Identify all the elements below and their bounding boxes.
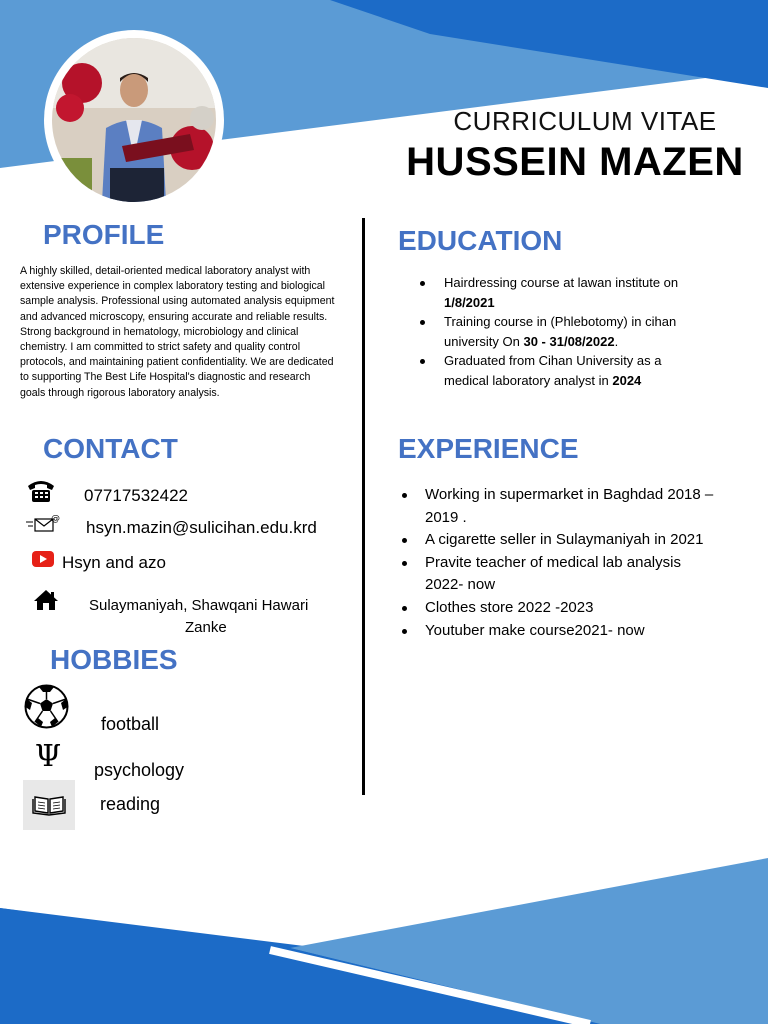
psi-icon — [33, 738, 63, 777]
experience-heading: EXPERIENCE — [398, 433, 579, 464]
education-list — [398, 273, 698, 390]
experience-item: Pravite teacher of medical lab analysis 2022- now — [398, 552, 718, 597]
experience-list — [398, 484, 718, 642]
profile-text: A highly skilled, detail-oriented medical laboratory analyst with extensive experience in complex laboratory testing and biological sample analysis. Professional using automated analysis equipment and advanced microscopy, ensuring accurate and reliable results. Strong background in hematology, microbiology and clinical chemistry. I am committed to strict safety and quality control protocols, and maintaining patient confidentiality. We are dedicated to supporting The Best Life Hospital's diagnostic and research goals through rigorous laboratory analysis. — [20, 265, 335, 399]
hobby-football: football — [101, 714, 160, 734]
hobby-reading: reading — [100, 794, 161, 814]
education-item: Training course in (Phlebotomy) in cihan university On 30 - 31/08/2022. — [398, 312, 698, 351]
avatar-frame — [44, 30, 224, 210]
education-item: Graduated from Cihan University as a medical laboratory analyst in 2024 — [398, 351, 698, 390]
address-line-2: Zanke — [185, 619, 227, 636]
phone-number: 07717532422 — [84, 486, 189, 505]
home-icon — [33, 589, 59, 616]
youtube-channel: Hsyn and azo — [62, 553, 166, 572]
experience-item: Working in supermarket in Baghdad 2018 – 2019 . — [398, 484, 718, 529]
profile-heading: PROFILE — [43, 219, 165, 250]
svg-text:Ψ: Ψ — [34, 739, 62, 772]
address-line-1: Sulaymaniyah, Shawqani Hawari — [89, 597, 309, 614]
person-name: HUSSEIN MAZEN — [406, 140, 744, 184]
svg-text:@: @ — [51, 514, 60, 524]
education-heading: EDUCATION — [398, 225, 563, 256]
experience-item: Youtuber make course2021- now — [398, 620, 718, 643]
phone-icon — [25, 478, 57, 509]
email-address: hsyn.mazin@sulicihan.edu.krd — [86, 518, 317, 537]
hobbies-heading: HOBBIES — [50, 644, 178, 675]
contact-heading: CONTACT — [43, 433, 178, 464]
email-icon — [25, 513, 61, 540]
document-subtitle: CURRICULUM VITAE — [453, 106, 717, 136]
column-divider — [362, 218, 365, 795]
experience-item: A cigarette seller in Sulaymaniyah in 2021 — [398, 529, 718, 552]
soccer-ball-icon — [24, 684, 69, 734]
book-icon — [23, 780, 75, 835]
experience-item: Clothes store 2022 -2023 — [398, 597, 718, 620]
youtube-icon — [32, 551, 54, 572]
hobby-psychology: psychology — [94, 760, 185, 780]
avatar — [52, 38, 216, 202]
education-item: Hairdressing course at lawan institute on 1/8/2021 — [398, 273, 698, 312]
